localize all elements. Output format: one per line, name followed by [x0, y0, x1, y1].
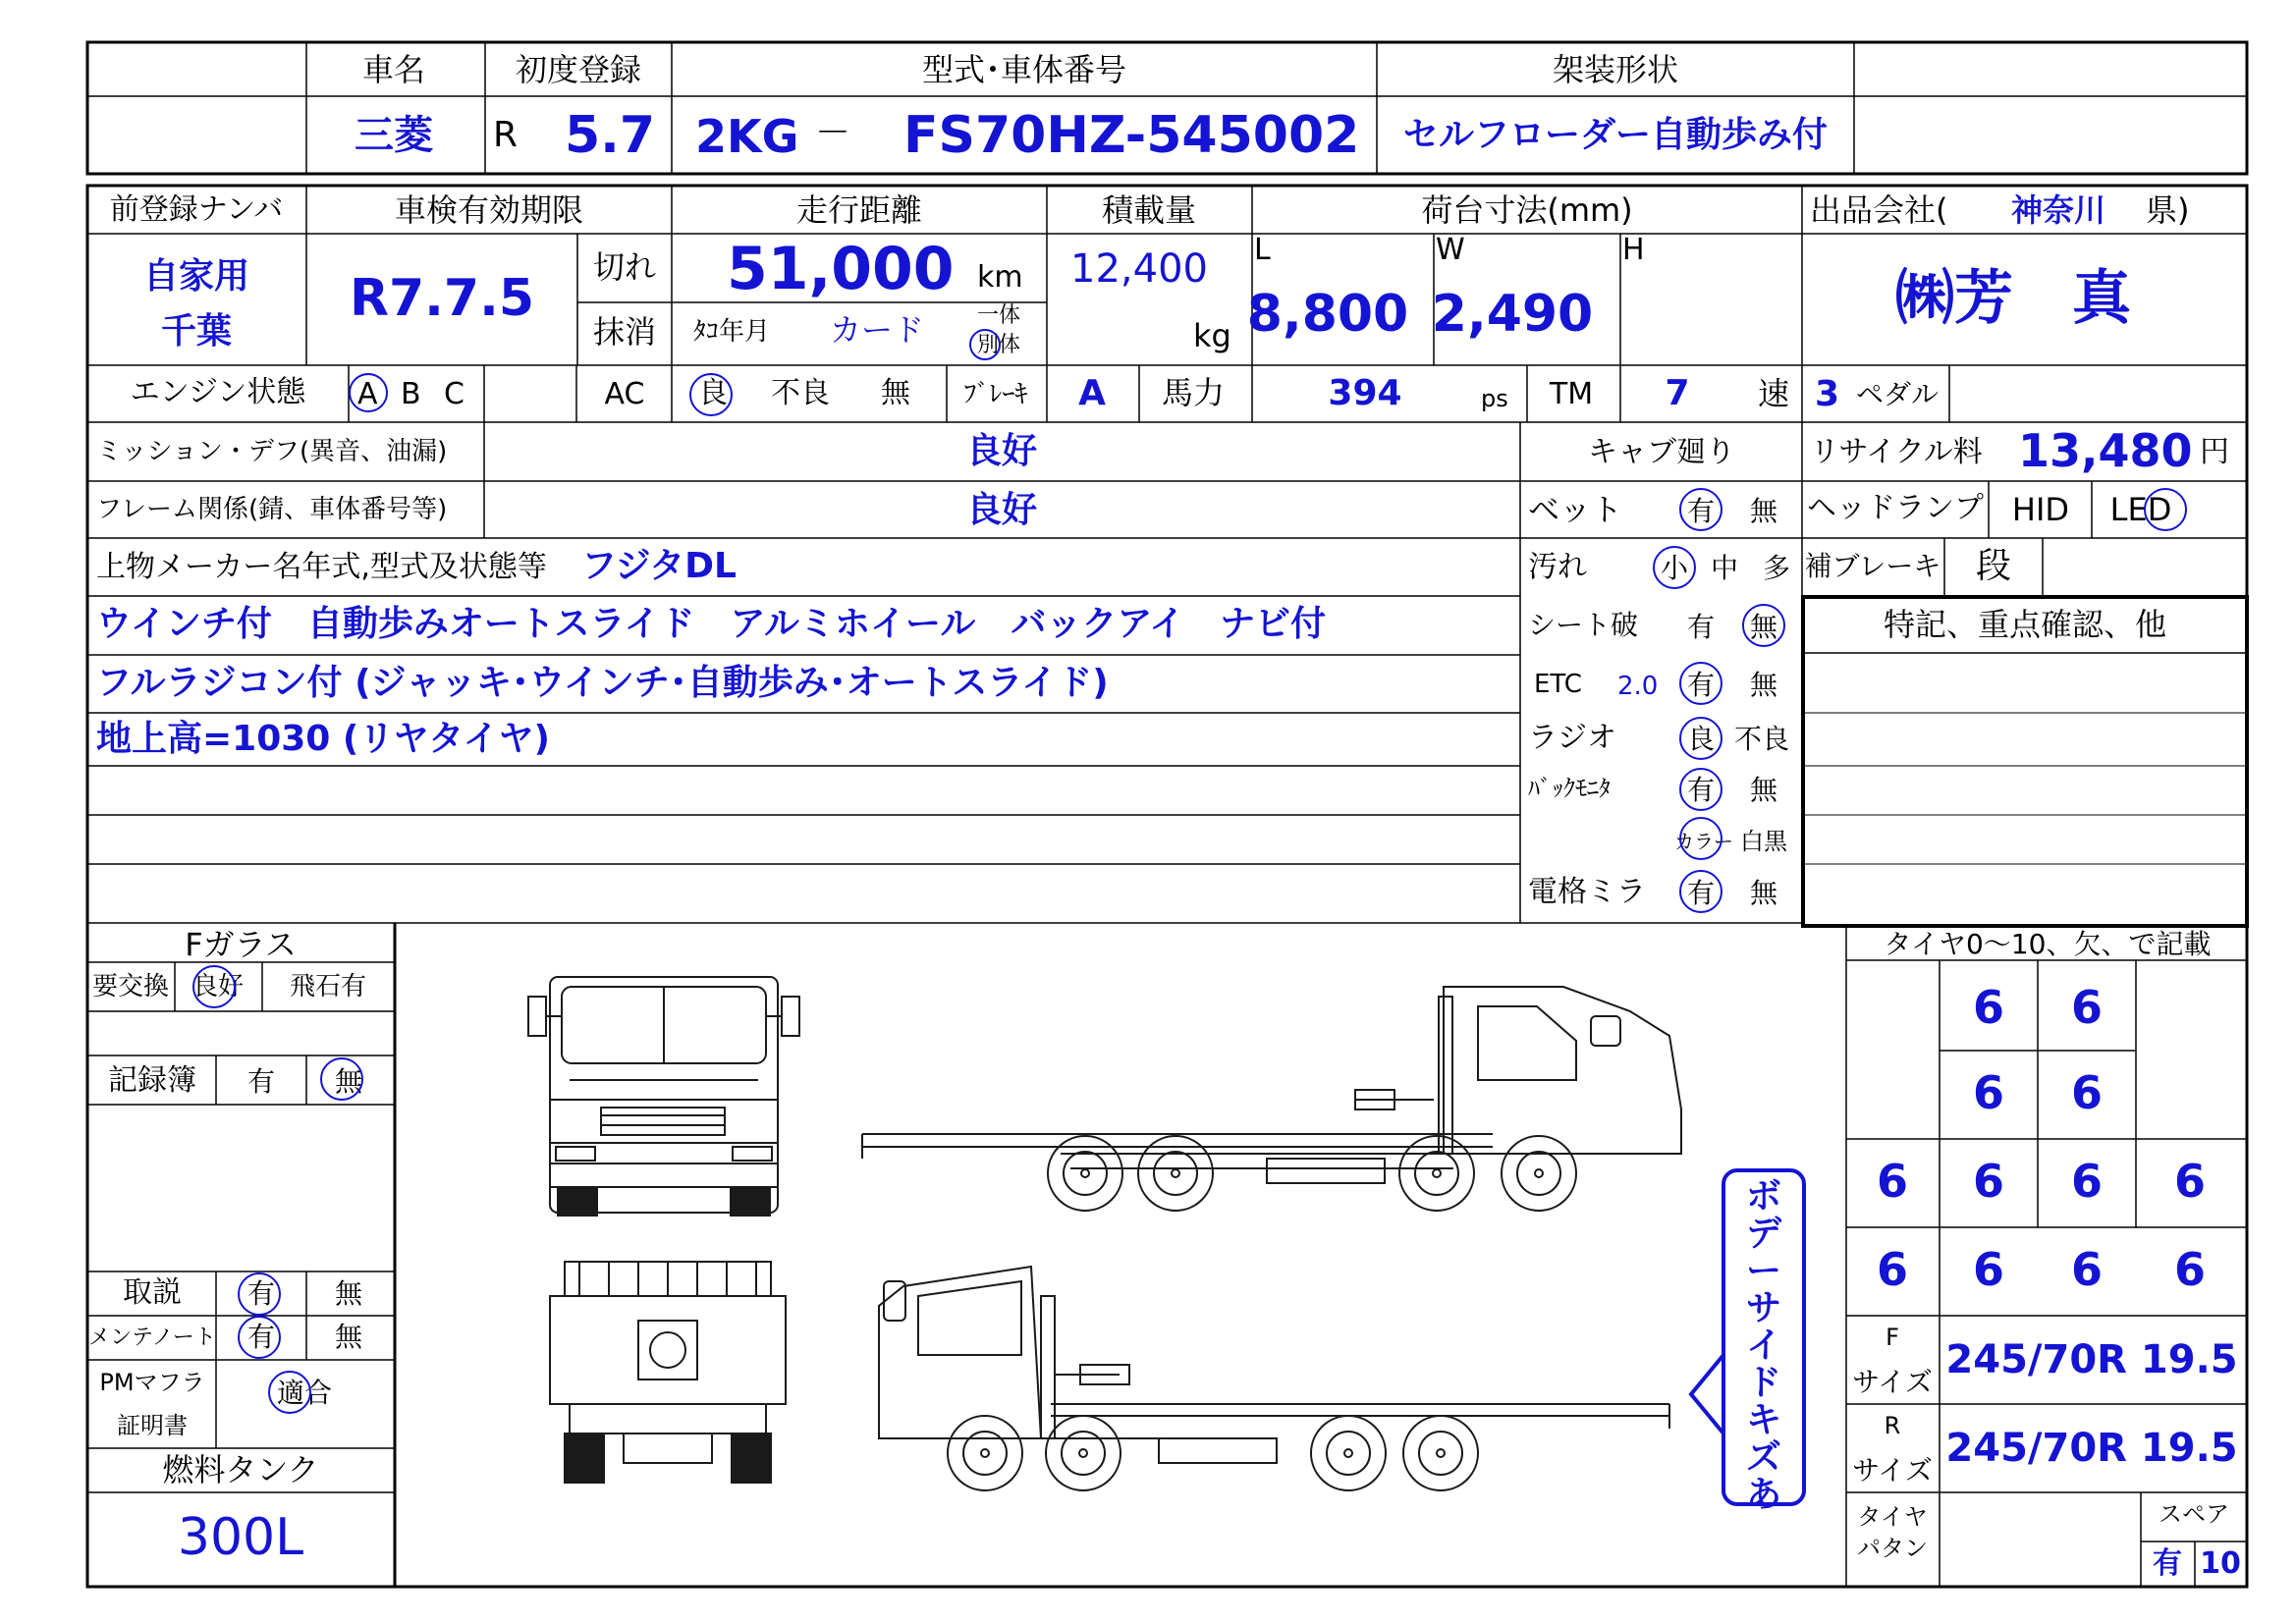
recycle-unit: 円 [2200, 435, 2229, 469]
manual-label: 取説 [123, 1275, 182, 1310]
tire-r2-2: 6 [2070, 1066, 2104, 1119]
cancelled-label: 抹消 [592, 313, 657, 351]
tire-r-size-label: サイズ [1852, 1454, 1933, 1487]
expired-label: 切れ [592, 248, 657, 286]
ac-bad: 不良 [771, 376, 830, 410]
cab-backmon-bw: 白黒 [1740, 828, 1787, 855]
ac-none: 無 [881, 376, 910, 410]
tire-pattern-label-2: パタン [1857, 1535, 1928, 1562]
recycle-value: 13,480 [2018, 424, 2193, 477]
truck-front-view [528, 977, 799, 1216]
aux-brake-label: 補ブレーキ [1804, 550, 1941, 582]
truck-rear-view [550, 1262, 786, 1483]
plate-use: 自家用 [142, 256, 250, 297]
spare-label: スペア [2159, 1500, 2229, 1528]
brake-label: ﾌﾞﾚｰｷ [963, 380, 1028, 409]
reg-era: R [493, 115, 519, 155]
car-name: 三菱 [355, 113, 433, 158]
cab-etc-label: ETC [1534, 670, 1582, 699]
tire-r3-4: 6 [2173, 1155, 2207, 1208]
frame-value: 良好 [965, 490, 1038, 530]
tire-r1-1: 6 [1972, 981, 2005, 1034]
cab-dirt-small: 小 [1661, 552, 1689, 584]
cab-seat-label: シート破 [1528, 609, 1639, 641]
header-model-chassis: 型式･車体番号 [921, 51, 1127, 88]
headlamp-hid: HID [2011, 491, 2070, 528]
fglass-replace: 要交換 [91, 972, 170, 1001]
tacho-label: ﾀｺ年月 [693, 317, 771, 347]
recycle-label: リサイクル料 [1810, 435, 1983, 469]
aux-brake-value: 段 [1975, 546, 2012, 586]
tire-r4-2: 6 [1972, 1243, 2005, 1296]
cab-title: キャブ廻り [1588, 435, 1735, 469]
body-shape: セルフローダー自動歩み付 [1402, 115, 1829, 155]
record-label: 記録簿 [108, 1063, 196, 1098]
tire-f-size: 245/70R 19.5 [1945, 1337, 2238, 1382]
engine-grade-c: C [444, 377, 465, 411]
upper-maker: フジタDL [581, 546, 737, 586]
cab-dirt-label: 汚れ [1528, 550, 1587, 584]
mileage-value: 51,000 [727, 235, 955, 303]
engine-label: エンジン状態 [130, 375, 306, 409]
fuel-label: 燃料タンク [162, 1451, 319, 1488]
bed-width: 2,490 [1431, 285, 1594, 344]
spare-value: 10 [2200, 1546, 2241, 1581]
cab-dirt-mid: 中 [1711, 552, 1739, 584]
reg-date: 5.7 [565, 106, 656, 165]
header-mileage: 走行距離 [795, 191, 923, 229]
mission-value: 良好 [965, 431, 1038, 471]
mission-label: ミッション・デフ(異音、油漏) [96, 437, 448, 466]
cab-bed-no: 無 [1750, 495, 1778, 527]
tire-pattern-label-1: タイヤ [1857, 1503, 1928, 1531]
cab-mirror-no: 無 [1750, 877, 1778, 909]
inspection-date: R7.7.5 [349, 269, 535, 328]
header-prev-plate: 前登録ナンバ [109, 192, 284, 227]
manual-yes: 有 [246, 1277, 276, 1310]
cab-mirror-label: 電格ミラ [1528, 875, 1646, 909]
upper-line-3: 地上高=1030 (リヤタイヤ) [96, 719, 550, 759]
upper-label: 上物メーカー名年式,型式及状態等 [96, 550, 547, 584]
record-no: 無 [334, 1065, 363, 1098]
cab-seat-yes: 有 [1687, 611, 1716, 643]
manual-no: 無 [334, 1277, 363, 1310]
frame-label: フレーム関係(錆、車体番号等) [96, 495, 448, 524]
tire-r-size: 245/70R 19.5 [1945, 1426, 2238, 1471]
cab-backmon-label: ﾊﾞｯｸﾓﾆﾀ [1528, 775, 1611, 802]
fglass-label: Fガラス [185, 926, 297, 963]
seller-prefecture: 神奈川 [2011, 191, 2106, 229]
tire-r1-2: 6 [2070, 981, 2104, 1034]
speed-label: 速 [1758, 375, 1790, 412]
spare-yes: 有 [2153, 1546, 2182, 1581]
tire-f-size-label: サイズ [1852, 1366, 1933, 1398]
cab-bed-label: ベット [1528, 491, 1623, 528]
engine-grade-a: A [357, 377, 378, 411]
header-first-registration: 初度登録 [515, 51, 642, 88]
cab-radio-good: 良 [1687, 723, 1716, 755]
maint-label: メンテノート [88, 1325, 216, 1350]
header-body-shape: 架装形状 [1552, 51, 1679, 88]
integrated-label: 一体 [976, 303, 1021, 328]
headlamp-led: LED [2109, 491, 2172, 528]
fuel-value: 300L [177, 1508, 304, 1567]
fglass-good: 良好 [191, 972, 245, 1001]
separate-label: 別体 [976, 333, 1021, 357]
hp-unit: ps [1481, 385, 1508, 412]
mileage-unit: km [977, 260, 1023, 295]
maint-no: 無 [334, 1321, 363, 1353]
header-bed-size: 荷台寸法(mm) [1421, 191, 1633, 229]
cab-radio-label: ラジオ [1528, 721, 1616, 755]
truck-side-view-top [862, 987, 1681, 1211]
ac-label: AC [604, 377, 645, 411]
model-dash: － [815, 113, 851, 153]
hp-value: 394 [1328, 373, 1402, 413]
special-title: 特記、重点確認、他 [1883, 606, 2167, 643]
maint-yes: 有 [246, 1321, 276, 1353]
load-value: 12,400 [1070, 246, 1208, 292]
ac-good: 良 [698, 376, 728, 410]
tire-r2-1: 6 [1972, 1066, 2005, 1119]
pm-value: 適合 [276, 1377, 333, 1409]
cab-etc-yes: 有 [1687, 669, 1716, 701]
pm-label-2: 証明書 [117, 1412, 188, 1439]
fglass-chip: 飛石有 [289, 972, 367, 1001]
seller-name: ㈱芳 真 [1895, 264, 2131, 333]
load-unit: kg [1193, 317, 1231, 354]
bed-H-label: H [1622, 233, 1645, 267]
record-yes: 有 [246, 1065, 276, 1098]
card-value: カード [830, 311, 925, 349]
tire-r3-2: 6 [1972, 1155, 2005, 1208]
tm-label: TM [1549, 377, 1594, 411]
body-side-note: ボデーサイドキズあ [1746, 1176, 1782, 1515]
cab-dirt-many: 多 [1763, 552, 1791, 584]
cab-bed-yes: 有 [1687, 495, 1716, 527]
plate-region: 千葉 [160, 311, 233, 352]
tire-r4-1: 6 [1876, 1243, 1909, 1296]
pm-label-1: PMマフラ [99, 1369, 205, 1396]
header-seller: 出品会社( [1810, 191, 1948, 229]
hp-label: 馬力 [1161, 374, 1226, 411]
cab-mirror-yes: 有 [1687, 877, 1716, 909]
tire-r3-1: 6 [1876, 1155, 1909, 1208]
tire-title: タイヤ0～10、欠、で記載 [1884, 928, 2212, 960]
header-inspection: 車検有効期限 [394, 191, 584, 229]
chassis-number: FS70HZ-545002 [903, 106, 1360, 165]
tire-r4-3: 6 [2070, 1243, 2104, 1296]
truck-side-view-bottom [879, 1267, 1669, 1490]
tire-f-label: F [1886, 1324, 1899, 1351]
tire-r-label: R [1884, 1412, 1901, 1439]
headlamp-label: ヘッドランプ [1807, 491, 1984, 525]
bed-length: 8,800 [1246, 285, 1409, 344]
header-car-name: 車名 [361, 51, 426, 88]
header-load: 積載量 [1101, 191, 1197, 229]
bed-L-label: L [1254, 233, 1271, 267]
tire-r4-4: 6 [2173, 1243, 2207, 1296]
upper-line-1: ウインチ付 自動歩みオートスライド アルミホイール バックアイ ナビ付 [96, 604, 1327, 644]
bed-W-label: W [1436, 233, 1465, 267]
upper-line-2: フルラジコン付 (ジャッキ･ウインチ･自動歩み･オートスライド) [96, 663, 1109, 703]
brake-value: A [1078, 373, 1106, 413]
header-seller-end: 県) [2146, 191, 2190, 229]
cab-etc-no: 無 [1750, 669, 1778, 701]
engine-grade-b: B [401, 377, 421, 411]
tm-value: 7 [1665, 373, 1690, 413]
model-type: 2KG [695, 110, 799, 163]
cab-backmon-yes: 有 [1687, 774, 1716, 806]
tire-r3-3: 6 [2070, 1155, 2104, 1208]
cab-etc-version: 2.0 [1617, 672, 1659, 701]
cab-backmon-color: カラー [1674, 830, 1733, 853]
cab-radio-bad: 不良 [1734, 723, 1790, 755]
pedal-label: ペダル [1856, 378, 1940, 410]
cab-backmon-no: 無 [1750, 774, 1778, 806]
pedal-value: 3 [1815, 374, 1840, 414]
cab-seat-no: 無 [1750, 611, 1778, 643]
